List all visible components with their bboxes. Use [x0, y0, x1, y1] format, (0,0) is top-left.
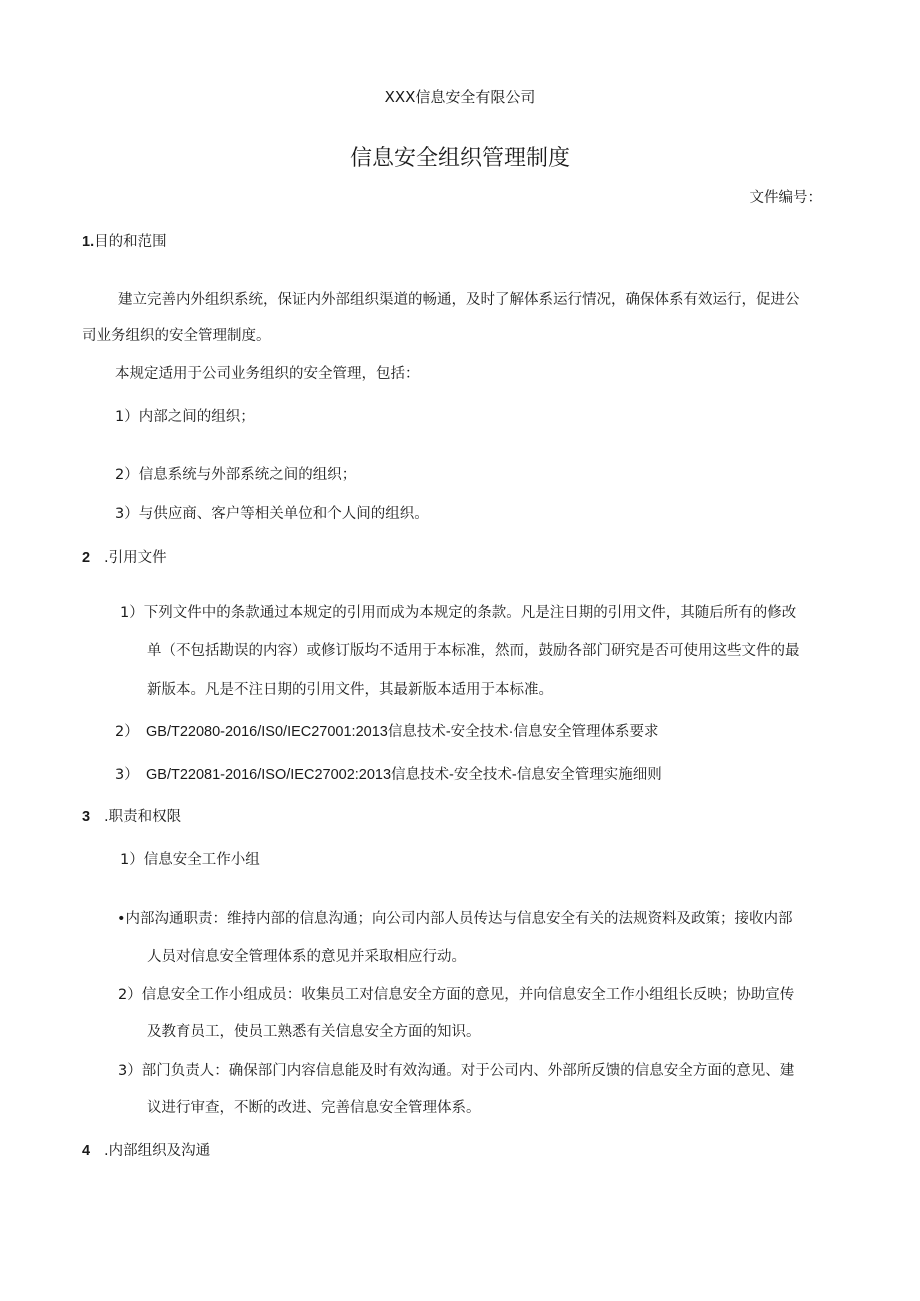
section-2-item-3-text: GB/T22081-2016/ISO/IEC27002:2013信息技术-安全技术-信息安全管理实施细则: [146, 767, 662, 783]
section-3-item-1: 1）信息安全工作小组: [120, 852, 260, 868]
section-2-number: 2: [82, 550, 91, 566]
section-1-item-3: 3）与供应商、客户等相关单位和个人间的组织。: [115, 506, 429, 522]
section-3-number: 3: [82, 809, 91, 825]
section-1-heading: [82, 232, 167, 252]
page-title: 信息安全组织管理制度: [349, 146, 570, 171]
company-name: XXX信息安全有限公司: [384, 88, 536, 106]
section-3-bullet-line2: 人员对信息安全管理体系的意见并采取相应行动。: [147, 949, 466, 965]
doc-number-label: 文件编号：: [749, 190, 822, 206]
section-2-item-3-number: 3）: [115, 767, 139, 783]
section-2-title: .引用文件: [104, 550, 167, 566]
section-2-item-2-number: 2）: [115, 724, 139, 740]
section-2-item-1-line3: 新版本。凡是不注日期的引用文件，其最新版本适用于本标准。: [147, 682, 553, 698]
section-3-item-2-line1: 2）信息安全工作小组成员：收集员工对信息安全方面的意见，并向信息安全工作小组组长反映；协助宣传: [118, 987, 795, 1003]
section-2-item-1-line1: 1）下列文件中的条款通过本规定的引用而成为本规定的条款。凡是注日期的引用文件，其随后所有的修改: [120, 605, 797, 621]
section-1-para1-line1: 建立完善内外组织系统，保证内外部组织渠道的畅通，及时了解体系运行情况，确保体系有效运行，促进公: [118, 292, 800, 308]
section-1-item-2: 2）信息系统与外部系统之间的组织；: [115, 467, 357, 483]
section-1-para2: 本规定适用于公司业务组织的安全管理，包括：: [115, 366, 420, 382]
section-2-item-3: [115, 765, 662, 785]
section-3-bullet-line1: •内部沟通职责：维持内部的信息沟通；向公司内部人员传达与信息安全有关的法规资料及政策；接收内部: [117, 911, 793, 927]
section-1-para1-line2: 司业务组织的安全管理制度。: [82, 328, 271, 344]
section-2-item-2: [115, 722, 659, 742]
section-2-item-2-text: GB/T22080-2016/IS0/IEC27001:2013信息技术-安全技术·信息安全管理体系要求: [146, 724, 659, 740]
section-3-item-2-line2: 及教育员工，使员工熟悉有关信息安全方面的知识。: [147, 1024, 481, 1040]
section-4-title: .内部组织及沟通: [104, 1143, 211, 1159]
section-4-heading: [82, 1141, 210, 1161]
section-1-number: 1.: [82, 234, 95, 250]
section-3-title: .职责和权限: [104, 809, 182, 825]
section-1-title: 目的和范围: [94, 234, 167, 250]
section-3-item-3-line1: 3）部门负责人：确保部门内容信息能及时有效沟通。对于公司内、外部所反馈的信息安全方面的意见、建: [118, 1063, 795, 1079]
section-2-item-1-line2: 单（不包括勘误的内容）或修订版均不适用于本标准，然而，鼓励各部门研究是否可使用这些文件的最: [147, 643, 800, 659]
section-4-number: 4: [82, 1143, 91, 1159]
section-1-item-1: 1）内部之间的组织；: [115, 409, 255, 425]
section-3-heading: [82, 807, 181, 827]
section-2-heading: [82, 548, 167, 568]
section-3-item-3-line2: 议进行审查，不断的改进、完善信息安全管理体系。: [147, 1100, 481, 1116]
